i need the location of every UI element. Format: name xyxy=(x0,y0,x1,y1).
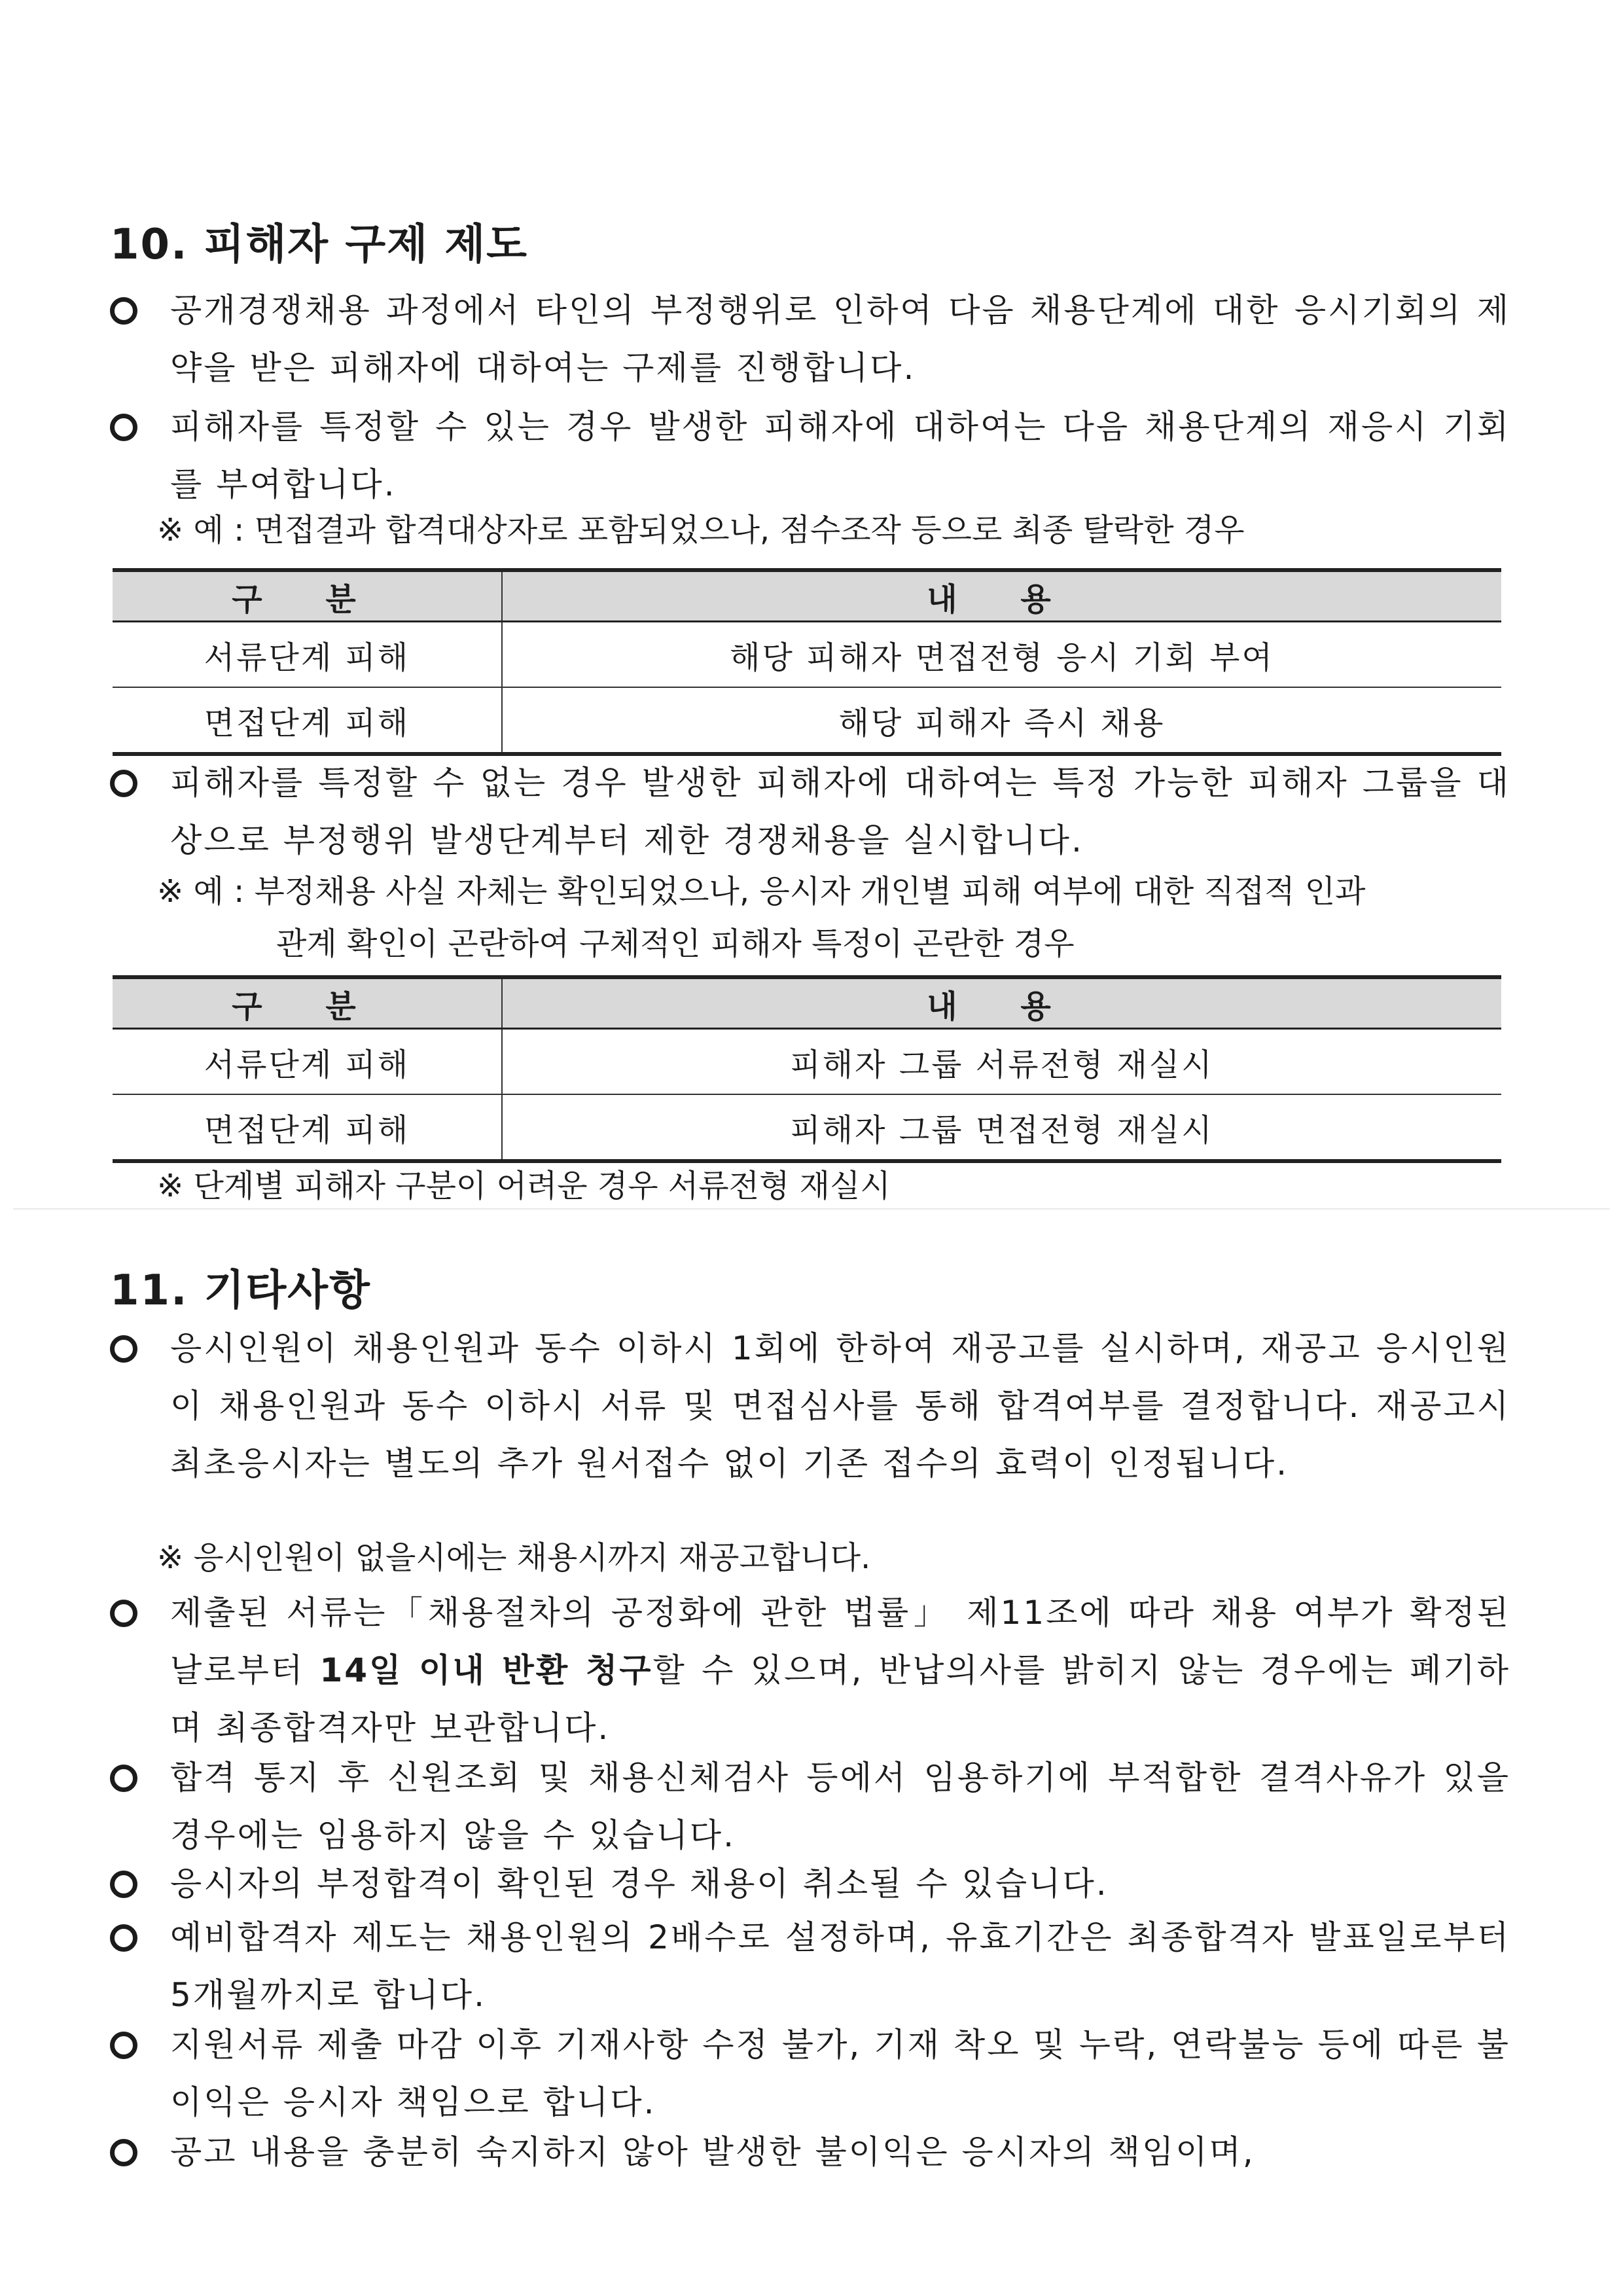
table-header: 내 용 xyxy=(502,570,1501,622)
bullet-item xyxy=(110,398,1510,513)
bullet-item xyxy=(110,281,1510,397)
note-text: ※ 예 : 면접결과 합격대상자로 포함되었으나, 점수조작 등으로 최종 탈락한 경우 xyxy=(157,512,1245,548)
table-header: 내 용 xyxy=(502,977,1501,1029)
bullet-text: 응시인원이 채용인원과 동수 이하시 1회에 한하여 재공고를 실시하며, 재공고 응시인원이 채용인원과 동수 이하시 서류 및 면접심사를 통해 합격여부를 결정합니다. 재공고시 최초응시자는 별도의 추가 원서접수 없이 기존 접수의 효력이 인정됩니다. xyxy=(170,1329,1510,1482)
bullet-item xyxy=(110,1584,1510,1757)
bullet-text: 피해자를 특정할 수 없는 경우 발생한 피해자에 대하여는 특정 가능한 피해자 그룹을 대상으로 부정행위 발생단계부터 제한 경쟁채용을 실시합니다. xyxy=(170,764,1510,859)
remedy-table-identifiable xyxy=(113,568,1501,756)
note-text: ※ 단계별 피해자 구분이 어려운 경우 서류전형 재실시 xyxy=(157,1168,891,1204)
bullet-item xyxy=(110,754,1510,869)
circle-bullet-icon xyxy=(110,1765,137,1792)
bullet-item xyxy=(110,1909,1510,2024)
circle-bullet-icon xyxy=(110,414,137,441)
section-10-title: 10. 피해자 구제 제도 xyxy=(110,221,528,269)
remedy-table-group xyxy=(113,975,1501,1163)
section-11-title: 11. 기타사항 xyxy=(110,1266,371,1315)
table-row xyxy=(113,1094,1501,1161)
note-text: ※ 예 : 부정채용 사실 자체는 확인되었으나, 응시자 개인별 피해 여부에 대한 직접적 인과 xyxy=(157,873,1366,910)
bullet-item xyxy=(110,1855,1510,1912)
table-row xyxy=(113,1029,1501,1095)
bullet-text: 지원서류 제출 마감 이후 기재사항 수정 불가, 기재 착오 및 누락, 연락불능 등에 따른 불이익은 응시자 책임으로 합니다. xyxy=(170,2026,1510,2121)
note xyxy=(157,504,1518,556)
bullet-item xyxy=(110,1319,1510,1492)
table-cell: 해당 피해자 즉시 채용 xyxy=(502,687,1501,754)
circle-bullet-icon xyxy=(110,2139,137,2166)
bullet-text: 응시자의 부정합격이 확인된 경우 채용이 취소될 수 있습니다. xyxy=(170,1865,1109,1903)
circle-bullet-icon xyxy=(110,1335,137,1363)
table-cell: 피해자 그룹 서류전형 재실시 xyxy=(502,1029,1501,1095)
bullet-text: 공개경쟁채용 과정에서 타인의 부정행위로 인하여 다음 채용단계에 대한 응시기회의 제약을 받은 피해자에 대하여는 구제를 진행합니다. xyxy=(170,291,1510,387)
bullet-text: 예비합격자 제도는 채용인원의 2배수로 설정하며, 유효기간은 최종합격자 발표일로부터 5개월까지로 합니다. xyxy=(170,1918,1510,2014)
table-cell: 피해자 그룹 면접전형 재실시 xyxy=(502,1094,1501,1161)
bullet-item xyxy=(110,2016,1510,2131)
circle-bullet-icon xyxy=(110,297,137,325)
table-header: 구 분 xyxy=(113,977,502,1029)
table-row xyxy=(113,687,1501,754)
bullet-item xyxy=(110,1749,1510,1864)
table-cell: 면접단계 피해 xyxy=(113,687,502,754)
bullet-text: 공고 내용을 충분히 숙지하지 않아 발생한 불이익은 응시자의 책임이며, xyxy=(170,2133,1255,2171)
circle-bullet-icon xyxy=(110,1871,137,1898)
bullet-text xyxy=(170,1584,1510,1757)
table-cell: 서류단계 피해 xyxy=(113,1029,502,1095)
bullet-text-part: 할 수 있으며, 반납의사를 밝히지 않는 경우에는 폐기하며 최종합격자만 보관합니다. xyxy=(170,1651,1510,1747)
table-cell: 서류단계 피해 xyxy=(113,622,502,688)
table-header: 구 분 xyxy=(113,570,502,622)
table-row xyxy=(113,622,1501,688)
bullet-text-part: 제출된 서류는「채용절차의 공정화에 관한 법률」 제11조에 따라 채용 여부가 확정된 날로부터 xyxy=(170,1594,1510,1689)
circle-bullet-icon xyxy=(110,1600,137,1627)
table-cell: 해당 피해자 면접전형 응시 기회 부여 xyxy=(502,622,1501,688)
circle-bullet-icon xyxy=(110,1924,137,1952)
page-divider xyxy=(13,1208,1610,1210)
note-text-continued: 관계 확인이 곤란하여 구체적인 피해자 특정이 곤란한 경우 xyxy=(276,925,1075,962)
bullet-text: 합격 통지 후 신원조회 및 채용신체검사 등에서 임용하기에 부적합한 결격사유가 있을 경우에는 임용하지 않을 수 있습니다. xyxy=(170,1759,1510,1854)
note-text: ※ 응시인원이 없을시에는 채용시까지 재공고합니다. xyxy=(157,1539,871,1576)
bullet-item xyxy=(110,2123,1510,2181)
return-deadline-emphasis: 14일 이내 반환 청구 xyxy=(319,1651,653,1689)
note xyxy=(157,865,1518,970)
note xyxy=(157,1160,1518,1212)
bullet-text: 피해자를 특정할 수 있는 경우 발생한 피해자에 대하여는 다음 채용단계의 재응시 기회를 부여합니다. xyxy=(170,408,1510,503)
circle-bullet-icon xyxy=(110,2032,137,2059)
table-cell: 면접단계 피해 xyxy=(113,1094,502,1161)
circle-bullet-icon xyxy=(110,770,137,797)
note xyxy=(157,1532,1518,1584)
